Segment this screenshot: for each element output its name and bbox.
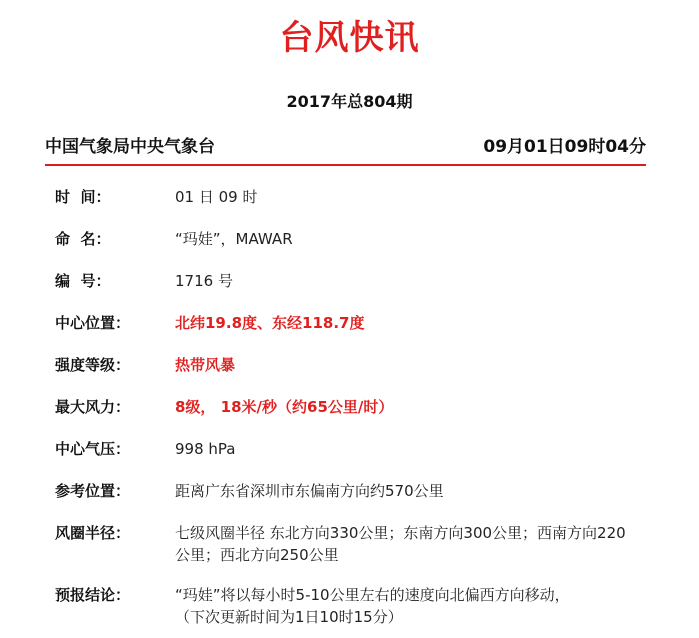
field-label: 参考位置： bbox=[55, 482, 131, 500]
header-divider bbox=[45, 164, 646, 166]
field-label: 时 间： bbox=[55, 188, 111, 206]
field-value: 热带风暴 bbox=[175, 356, 236, 374]
field-value: 北纬19.8度、东经118.7度 bbox=[175, 314, 365, 332]
field-value: 01 日 09 时 bbox=[175, 188, 258, 206]
field-label: 命 名： bbox=[55, 230, 111, 248]
agency-name: 中国气象局中央气象台 bbox=[45, 137, 215, 157]
issue-number: 2017年总804期 bbox=[286, 92, 413, 111]
publish-time: 09月01日09时04分 bbox=[483, 137, 646, 157]
field-label: 强度等级： bbox=[55, 356, 131, 374]
page-title: 台风快讯 bbox=[279, 18, 420, 58]
forecast-line: （下次更新时间为1日10时15分） bbox=[175, 608, 403, 626]
forecast-value bbox=[175, 584, 640, 628]
field-value: 七级风圈半径 东北方向330公里；东南方向300公里；西南方向220公里；西北方向250公里 bbox=[175, 524, 626, 564]
field-value: “玛娃”，MAWAR bbox=[175, 230, 293, 248]
meta-row bbox=[45, 134, 646, 160]
field-value: 998 hPa bbox=[175, 440, 236, 458]
field-label: 中心位置： bbox=[55, 314, 131, 332]
field-value: 8级， 18米/秒（约65公里/时） bbox=[175, 398, 394, 416]
field-value: 距离广东省深圳市东偏南方向约570公里 bbox=[175, 482, 444, 500]
forecast-line: “玛娃”将以每小时5-10公里左右的速度向北偏西方向移动， bbox=[175, 586, 570, 604]
field-label: 中心气压： bbox=[55, 440, 131, 458]
field-label: 预报结论： bbox=[55, 586, 131, 604]
field-label: 风圈半径： bbox=[55, 524, 131, 542]
field-label: 编 号： bbox=[55, 272, 111, 290]
field-label: 最大风力： bbox=[55, 398, 131, 416]
field-value: 1716 号 bbox=[175, 272, 233, 290]
